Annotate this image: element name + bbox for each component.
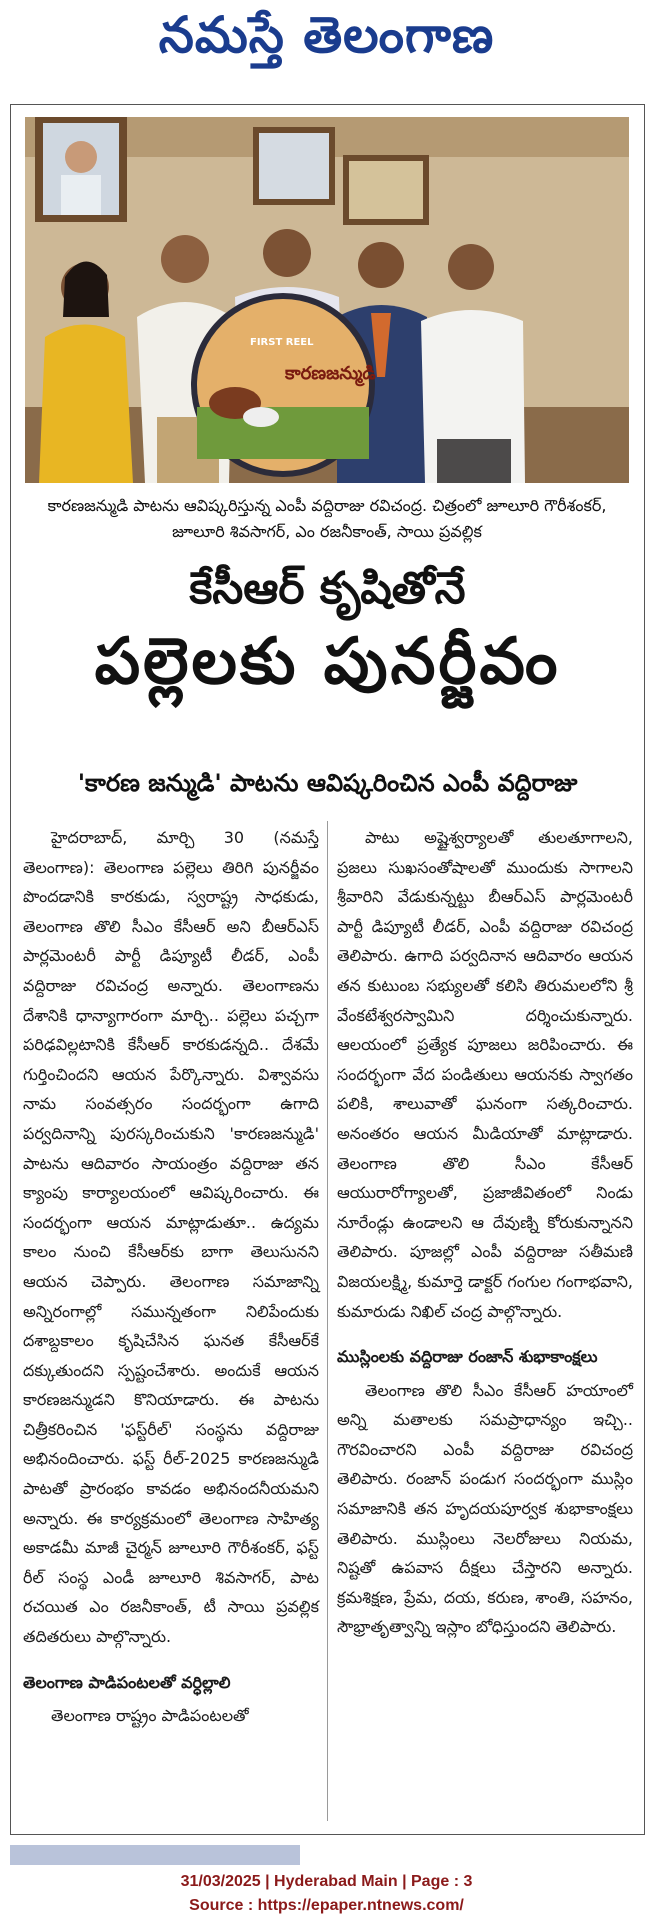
headline-line-1: కేసీఆర్ కృషితోనే [189, 563, 466, 614]
footer [0, 1870, 653, 1918]
headline-line-2: పల్లెలకు పునర్జీవం [94, 625, 561, 699]
right-paragraph-1: పాటు అష్టైశ్వర్యాలతో తులతూగాలని, ప్రజలు సుఖసంతోషాలతో ముందుకు సాగాలని శ్రీవారిని వేడుకున్నట్టు బీఆర్ఎస్ పార్లమెంటరీ పార్టీ డిప్యూటీ లీడర్, ఎంపీ వద్దిరాజు రవిచంద్ర తెలిపారు. ఉగాది పర్వదినాన ఆదివారం ఆయన తన కుటుంబ సభ్యులతో కలిసి తిరుమలలోని శ్రీ వేంకటేశ్వరస్వామిని దర్శించుకున్నారు. ఆలయంలో ప్రత్యేక పూజలు జరిపించారు. ఈ సందర్భంగా వేద పండితులు ఆయనకు స్వాగతం పలికి, శాలువాతో ఘనంగా సత్కరించారు. అనంతరం ఆయన మీడియాతో మాట్లాడారు. తెలంగాణ తొలి సీఎం కేసీఆర్ ఆయురారోగ్యాలతో, ప్రజాజీవితంలో నిండు నూరేండ్లు ఉండాలని ఆ దేవుణ్ని కోరుకున్నానని తెలిపారు. పూజల్లో ఎంపీ వద్దిరాజు సతీమణి విజయలక్ష్మి, కుమార్తె డాక్టర్ గంగుల గంగాభవాని, కుమారుడు నిఖిల్ చంద్ర పాల్గొన్నారు. [337, 828, 633, 1321]
poster-brand: FIRST REEL [250, 337, 314, 348]
footer-date-edition: 31/03/2025 | Hyderabad Main | Page : 3 [180, 1873, 473, 1890]
masthead [0, 0, 653, 96]
left-subtitle: తెలంగాణ పాడిపంటలతో వర్ధిల్లాలి [23, 1672, 231, 1692]
sub-headline: 'కారణ జన్ముడి' పాటను ఆవిష్కరించిన ఎంపీ వద్దిరాజు [77, 769, 578, 797]
right-column [337, 823, 633, 1642]
newspaper-title: నమస్తే తెలంగాణ [158, 6, 495, 64]
footer-source-link[interactable]: Source : https://epaper.ntnews.com/ [189, 1897, 464, 1914]
clipped-next-article-strip [10, 1845, 300, 1865]
left-paragraph-2: తెలంగాణ రాష్ట్రం పాడిపంటలతో [51, 1706, 249, 1726]
article [10, 104, 645, 1835]
poster-title: కారణజన్ముడి [285, 363, 376, 384]
right-subtitle: ముస్లింలకు వద్దిరాజు రంజాన్ శుభాకాంక్షలు [337, 1347, 598, 1367]
column-divider [327, 821, 328, 1821]
right-paragraph-2: తెలంగాణ తొలి సీఎం కేసీఆర్ హయాంలో అన్ని మతాలకు సమప్రాధాన్యం ఇచ్చి.. గౌరవించారని ఎంపీ వద్దిరాజు రవిచంద్ర తెలిపారు. రంజాన్ పండుగ సందర్భంగా ముస్లిం సమాజానికి తన హృదయపూర్వక శుభాకాంక్షలు తెలిపారు. ముస్లింలు నెలరోజులు నియమ, నిష్టతో ఉపవాస దీక్షలు చేస్తారని అన్నారు. క్రమశిక్షణ, ప్రేమ, దయ, కరుణ, శాంతి, సహనం, సౌభ్రాతృత్వాన్ని ఇస్లాం బోధిస్తుందని తెలిపారు. [337, 1380, 633, 1637]
news-photo [25, 117, 629, 483]
photo-caption: కారణజన్ముడి పాటను ఆవిష్కరిస్తున్న ఎంపీ వద్దిరాజు రవిచంద్ర. చిత్రంలో జూలూరి గౌరీశంకర్, జూలూరి శివసాగర్, ఎం రజనీకాంత్, సాయి ప్రవల్లిక [47, 496, 607, 541]
left-column [23, 823, 319, 1731]
left-paragraph-1: హైదరాబాద్, మార్చి 30 (నమస్తే తెలంగాణ): తెలంగాణ పల్లెలు తిరిగి పునర్జీవం పొందడానికి కారకుడు, స్వరాష్ట్ర సాధకుడు, తెలంగాణ తొలి సీఎం కేసీఆర్ అని బీఆర్ఎస్ పార్లమెంటరీ పార్టీ డిప్యూటీ లీడర్, ఎంపీ వద్దిరాజు రవిచంద్ర అన్నారు. తెలంగాణను దేశానికి ధాన్యాగారంగా మార్చి.. పల్లెలు పచ్చగా పరిఢవిల్లటానికి కేసీఆర్ కారకుడన్నది.. దేశమే గుర్తించిందని ఆయన పేర్కొన్నారు. విశ్వావసు నామ సంవత్సరం సందర్భంగా ఉగాది పర్వదినాన్ని పురస్కరించుకుని 'కారణజన్ముడి' పాటను ఆదివారం సాయంత్రం వద్దిరాజు తన క్యాంపు కార్యాలయంలో ఆవిష్కరించారు. ఈ సందర్భంగా ఆయన మాట్లాడుతూ.. ఉద్యమ కాలం నుంచి కేసీఆర్‌కు బాగా తెలుసునని ఆయన చెప్పారు. తెలంగాణ సమాజాన్ని అన్నిరంగాల్లో సమున్నతంగా నిలిపేందుకు దశాబ్దకాలం కృషిచేసిన ఘనత కేసీఆర్‌కే దక్కుతుందని స్పష్టంచేశారు. అందుకే ఆయన కారణజన్ముడని కొనియాడారు. ఈ పాటను చిత్రీకరించిన 'ఫస్ట్‌రీల్' సంస్థను వద్దిరాజు అభినందించారు. ఫస్ట్ రీల్-2025 కారణజన్ముడి పాటతో ప్రారంభం కావడం అభినందనీయమని అన్నారు. ఈ కార్యక్రమంలో తెలంగాణ సాహిత్య అకాడమీ మాజీ చైర్మన్ జూలూరి గౌరీశంకర్, ఫస్ట్ రీల్ సంస్థ ఎండీ జూలూరి శివసాగర్, పాట రచయిత ఎం రజనీకాంత్, టీ సాయి ప్రవల్లిక తదితరులు పాల్గొన్నారు. [23, 828, 319, 1647]
